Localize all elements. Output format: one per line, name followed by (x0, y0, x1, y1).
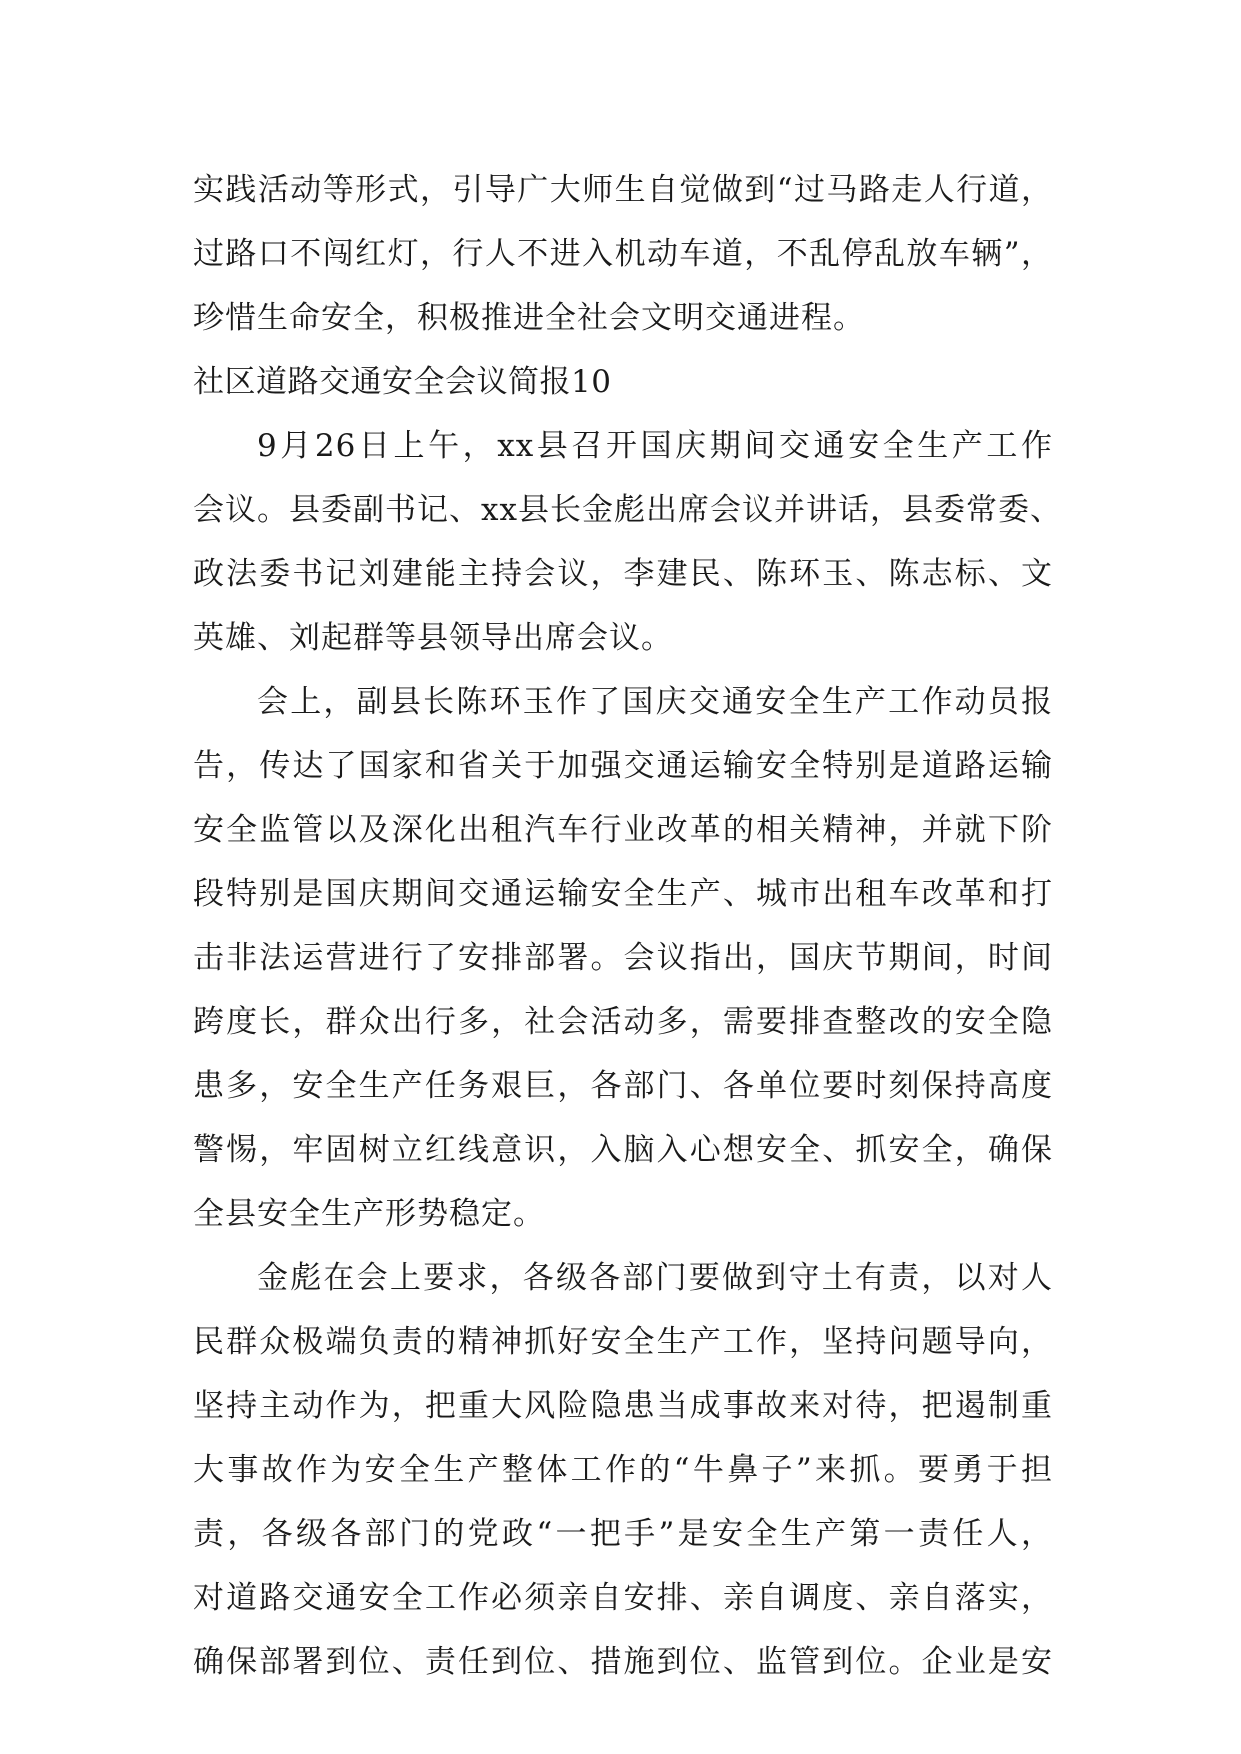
body-line: 金彪在会上要求，各级各部门要做到守土有责，以对人 (257, 1260, 1053, 1296)
body-line: 责，各级各部门的党政“一把手”是安全生产第一责任人， (193, 1516, 1053, 1552)
body-line: 政法委书记刘建能主持会议，李建民、陈环玉、陈志标、文 (193, 556, 1053, 592)
body-line: 会上，副县长陈环玉作了国庆交通安全生产工作动员报 (257, 684, 1053, 720)
body-line: 患多，安全生产任务艰巨，各部门、各单位要时刻保持高度 (193, 1068, 1053, 1104)
body-line: 安全监管以及深化出租汽车行业改革的相关精神，并就下阶 (193, 812, 1053, 848)
body-line: 民群众极端负责的精神抓好安全生产工作，坚持问题导向， (193, 1324, 1053, 1360)
body-line: 警惕，牢固树立红线意识，入脑入心想安全、抓安全，确保 (193, 1132, 1053, 1168)
body-line: 全县安全生产形势稳定。 (193, 1196, 545, 1232)
body-line: 大事故作为安全生产整体工作的“牛鼻子”来抓。要勇于担 (193, 1452, 1053, 1488)
body-line: 实践活动等形式，引导广大师生自觉做到“过马路走人行道， (193, 172, 1053, 208)
body-line: 英雄、刘起群等县领导出席会议。 (193, 620, 673, 656)
section-title: 社区道路交通安全会议简报10 (193, 364, 612, 400)
body-line: 确保部署到位、责任到位、措施到位、监管到位。企业是安 (193, 1644, 1053, 1680)
body-line: 跨度长，群众出行多，社会活动多，需要排查整改的安全隐 (193, 1004, 1053, 1040)
document-page (193, 158, 1062, 1694)
body-line: 段特别是国庆期间交通运输安全生产、城市出租车改革和打 (193, 876, 1053, 912)
body-line: 珍惜生命安全，积极推进全社会文明交通进程。 (193, 300, 865, 336)
body-line: 告，传达了国家和省关于加强交通运输安全特别是道路运输 (193, 748, 1053, 784)
body-line: 击非法运营进行了安排部署。会议指出，国庆节期间，时间 (193, 940, 1053, 976)
body-line: 对道路交通安全工作必须亲自安排、亲自调度、亲自落实， (193, 1580, 1053, 1616)
body-line: 会议。县委副书记、xx县长金彪出席会议并讲话，县委常委、 (193, 492, 1062, 528)
body-line: 坚持主动作为，把重大风险隐患当成事故来对待，把遏制重 (193, 1388, 1053, 1424)
body-line: 过路口不闯红灯，行人不进入机动车道，不乱停乱放车辆”， (193, 236, 1053, 272)
body-line: 9月26日上午，xx县召开国庆期间交通安全生产工作 (257, 428, 1053, 464)
